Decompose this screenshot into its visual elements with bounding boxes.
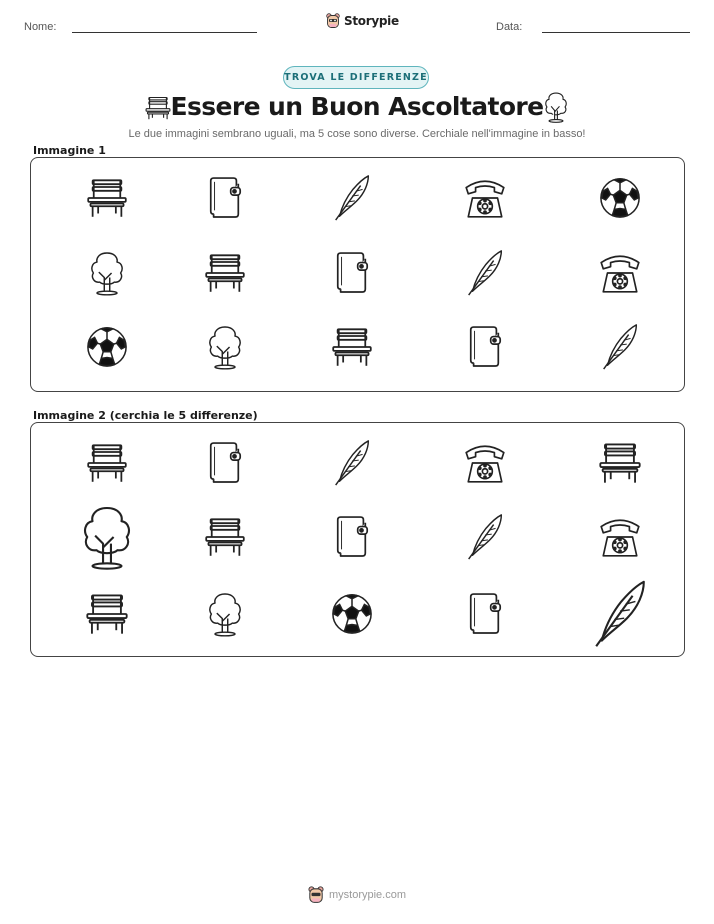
feather-icon xyxy=(464,249,506,297)
tree-icon[interactable] xyxy=(78,504,136,570)
telephone-icon xyxy=(462,177,508,219)
telephone-icon[interactable] xyxy=(597,516,643,558)
feather-icon xyxy=(331,174,373,222)
wallet-icon xyxy=(466,325,504,369)
badge-label: TROVA LE DIFFERENZE xyxy=(284,72,428,83)
soccer-ball-icon xyxy=(599,177,641,219)
telephone-icon[interactable] xyxy=(462,442,508,484)
bear-mascot-icon xyxy=(308,886,324,904)
instructions: Le due immagini sembrano uguali, ma 5 cose sono diverse. Cerchiale nell'immagine in basso! xyxy=(128,128,586,140)
bench-icon[interactable] xyxy=(83,592,131,636)
image1-label: Immagine 1 xyxy=(33,144,106,157)
tree-icon xyxy=(205,324,245,370)
feather-icon[interactable] xyxy=(464,513,506,561)
worksheet-type-badge xyxy=(283,66,429,89)
feather-icon[interactable] xyxy=(589,579,651,649)
wallet-icon xyxy=(206,176,244,220)
date-line[interactable] xyxy=(542,32,690,33)
tree-icon[interactable] xyxy=(205,591,245,637)
image2-label: Immagine 2 (cerchia le 5 differenze) xyxy=(33,409,258,422)
name-label: Nome: xyxy=(24,21,57,33)
soccer-ball-icon[interactable] xyxy=(331,593,373,635)
footer xyxy=(0,886,714,904)
name-line[interactable] xyxy=(72,32,257,33)
wallet-icon[interactable] xyxy=(466,592,504,636)
feather-icon xyxy=(599,323,641,371)
title-tree-icon xyxy=(542,91,570,123)
soccer-ball-icon xyxy=(86,326,128,368)
bench-icon[interactable] xyxy=(202,516,248,558)
bench-icon xyxy=(329,326,375,368)
bench-icon[interactable] xyxy=(595,441,645,485)
bench-icon xyxy=(202,252,248,294)
brand-logo xyxy=(326,13,399,29)
page-title: Essere un Buon Ascoltatore xyxy=(170,92,544,121)
tree-icon xyxy=(87,250,127,296)
bear-mascot-icon xyxy=(326,13,340,29)
brand-name: Storypie xyxy=(344,14,399,28)
wallet-icon[interactable] xyxy=(206,441,244,485)
bench-icon xyxy=(84,177,130,219)
date-label: Data: xyxy=(496,21,523,33)
feather-icon[interactable] xyxy=(331,439,373,487)
footer-url: mystorypie.com xyxy=(328,889,407,901)
telephone-icon xyxy=(597,252,643,294)
wallet-icon xyxy=(333,251,371,295)
wallet-icon[interactable] xyxy=(333,515,371,559)
bench-icon[interactable] xyxy=(84,442,130,484)
